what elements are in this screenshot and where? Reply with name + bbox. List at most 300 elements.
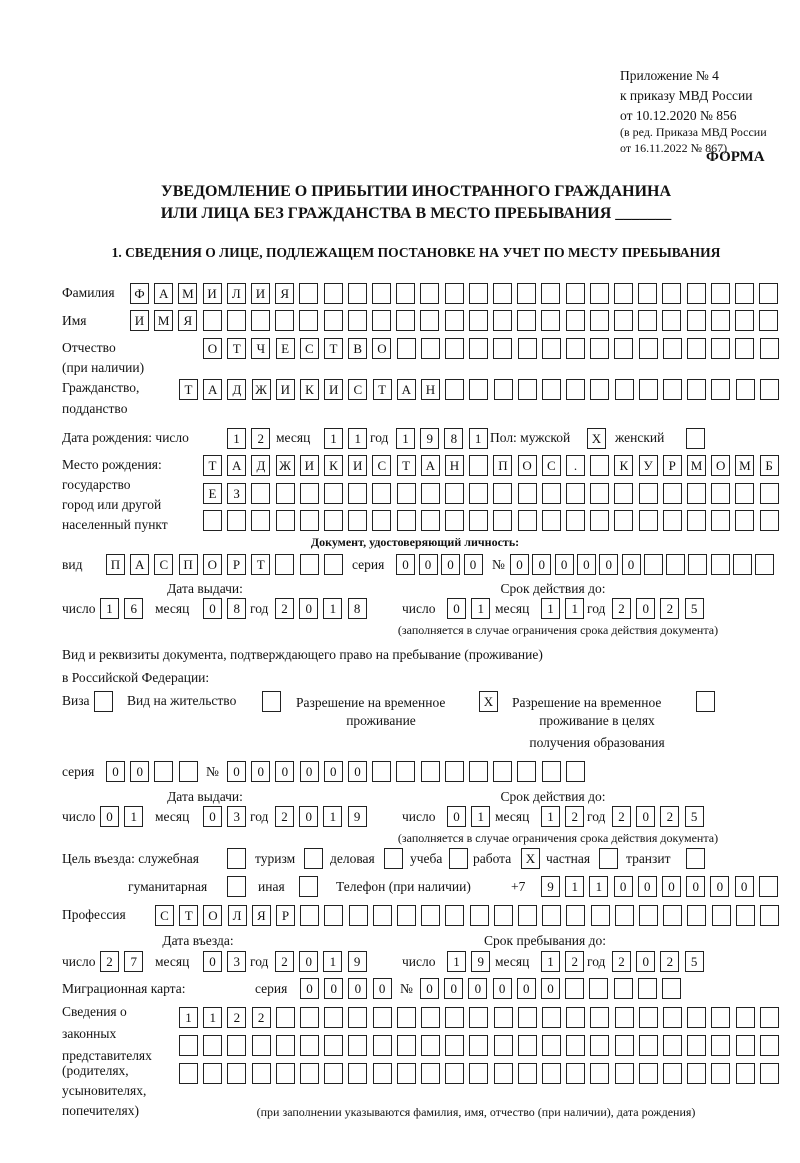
citizenship-cell[interactable]: Д bbox=[227, 379, 246, 400]
birth-place-3-cell[interactable] bbox=[663, 510, 682, 531]
birth-place-2-cell[interactable] bbox=[397, 483, 416, 504]
doc-issue-day-cell[interactable]: 6 bbox=[124, 598, 143, 619]
birth-place-1-cell[interactable]: К bbox=[324, 455, 343, 476]
doc-kind-cell[interactable]: П bbox=[179, 554, 198, 575]
birth-place-3-cell[interactable] bbox=[518, 510, 537, 531]
doc-kind-cell[interactable]: Т bbox=[251, 554, 270, 575]
surname-cell[interactable] bbox=[348, 283, 367, 304]
rep-3-cell[interactable] bbox=[276, 1063, 295, 1084]
birth-place-3-cell[interactable] bbox=[493, 510, 512, 531]
right-valid-year-cell[interactable]: 5 bbox=[685, 806, 704, 827]
name-cell[interactable] bbox=[566, 310, 585, 331]
right-number-cell[interactable] bbox=[445, 761, 464, 782]
surname-cell[interactable] bbox=[711, 283, 730, 304]
citizenship-cell[interactable] bbox=[542, 379, 561, 400]
rep-1-cell[interactable] bbox=[445, 1007, 464, 1028]
rep-3-cell[interactable] bbox=[639, 1063, 658, 1084]
profession-cell[interactable]: Л bbox=[228, 905, 247, 926]
right-issue-year-cell[interactable]: 1 bbox=[323, 806, 342, 827]
doc-number-cell[interactable]: 0 bbox=[510, 554, 529, 575]
patronymic-cell[interactable] bbox=[760, 338, 779, 359]
rep-1-cell[interactable] bbox=[518, 1007, 537, 1028]
mig-number-cell[interactable] bbox=[614, 978, 633, 999]
citizenship-cell[interactable]: С bbox=[348, 379, 367, 400]
birth-place-1-cell[interactable]: А bbox=[421, 455, 440, 476]
phone-cell[interactable]: 0 bbox=[710, 876, 729, 897]
name-cell[interactable] bbox=[445, 310, 464, 331]
rep-2-cell[interactable] bbox=[542, 1035, 561, 1056]
birth-place-1-cell[interactable]: . bbox=[566, 455, 585, 476]
doc-kind-cell[interactable]: С bbox=[154, 554, 173, 575]
doc-kind-cell[interactable]: П bbox=[106, 554, 125, 575]
birth-place-1-cell[interactable]: М bbox=[687, 455, 706, 476]
doc-valid-year-cell[interactable]: 5 bbox=[685, 598, 704, 619]
birth-place-1-cell[interactable] bbox=[469, 455, 488, 476]
citizenship-cell[interactable] bbox=[760, 379, 779, 400]
surname-cell[interactable] bbox=[541, 283, 560, 304]
name-cell[interactable] bbox=[275, 310, 294, 331]
rep-2-cell[interactable] bbox=[252, 1035, 271, 1056]
patronymic-cell[interactable]: О bbox=[372, 338, 391, 359]
birth-place-1-cell[interactable]: Р bbox=[663, 455, 682, 476]
stay-year-cell[interactable]: 2 bbox=[660, 951, 679, 972]
p-transit-cell[interactable] bbox=[686, 848, 705, 869]
name-cell[interactable]: М bbox=[154, 310, 173, 331]
citizenship-cell[interactable]: Т bbox=[373, 379, 392, 400]
doc-kind-cell[interactable] bbox=[324, 554, 343, 575]
right-series-cell[interactable]: 0 bbox=[106, 761, 125, 782]
doc-valid-year-cell[interactable]: 2 bbox=[660, 598, 679, 619]
birth-place-2-cell[interactable]: Е bbox=[203, 483, 222, 504]
right-number-cell[interactable]: 0 bbox=[227, 761, 246, 782]
name-cell[interactable] bbox=[759, 310, 778, 331]
birth-place-3-cell[interactable] bbox=[735, 510, 754, 531]
rep-2-cell[interactable] bbox=[227, 1035, 246, 1056]
citizenship-cell[interactable] bbox=[494, 379, 513, 400]
name-cell[interactable] bbox=[299, 310, 318, 331]
p-business-cell[interactable] bbox=[384, 848, 403, 869]
mig-number-cell[interactable]: 0 bbox=[468, 978, 487, 999]
name-cell[interactable]: Я bbox=[178, 310, 197, 331]
mig-number-cell[interactable]: 0 bbox=[541, 978, 560, 999]
right-issue-month-cell[interactable]: 0 bbox=[203, 806, 222, 827]
mig-number-cell[interactable]: 0 bbox=[493, 978, 512, 999]
rep-1-cell[interactable] bbox=[566, 1007, 585, 1028]
sex-female-cell[interactable] bbox=[686, 428, 705, 449]
rep-2-cell[interactable] bbox=[397, 1035, 416, 1056]
rep-3-cell[interactable] bbox=[348, 1063, 367, 1084]
residence-cell[interactable] bbox=[262, 691, 281, 712]
birth-place-3-cell[interactable] bbox=[300, 510, 319, 531]
right-valid-day-cell[interactable]: 0 bbox=[447, 806, 466, 827]
birth-place-3-cell[interactable] bbox=[421, 510, 440, 531]
patronymic-cell[interactable]: Е bbox=[276, 338, 295, 359]
stay-month-cell[interactable]: 2 bbox=[565, 951, 584, 972]
p-private-cell[interactable] bbox=[599, 848, 618, 869]
birth-place-3-cell[interactable] bbox=[251, 510, 270, 531]
rep-1-cell[interactable] bbox=[663, 1007, 682, 1028]
name-cell[interactable] bbox=[203, 310, 222, 331]
patronymic-cell[interactable] bbox=[687, 338, 706, 359]
rep-3-cell[interactable] bbox=[687, 1063, 706, 1084]
rep-2-cell[interactable] bbox=[276, 1035, 295, 1056]
name-cell[interactable] bbox=[662, 310, 681, 331]
mig-series-cell[interactable]: 0 bbox=[324, 978, 343, 999]
name-cell[interactable] bbox=[590, 310, 609, 331]
surname-cell[interactable] bbox=[396, 283, 415, 304]
rep-1-cell[interactable] bbox=[590, 1007, 609, 1028]
birth-place-2-cell[interactable] bbox=[276, 483, 295, 504]
profession-cell[interactable] bbox=[591, 905, 610, 926]
birth-place-1-cell[interactable]: Н bbox=[445, 455, 464, 476]
birth-place-3-cell[interactable] bbox=[687, 510, 706, 531]
phone-cell[interactable] bbox=[759, 876, 778, 897]
mig-number-cell[interactable] bbox=[662, 978, 681, 999]
right-valid-month-cell[interactable]: 1 bbox=[541, 806, 560, 827]
profession-cell[interactable] bbox=[663, 905, 682, 926]
rep-3-cell[interactable] bbox=[252, 1063, 271, 1084]
doc-number-cell[interactable]: 0 bbox=[599, 554, 618, 575]
patronymic-cell[interactable] bbox=[614, 338, 633, 359]
name-cell[interactable] bbox=[251, 310, 270, 331]
birth-place-3-cell[interactable] bbox=[397, 510, 416, 531]
right-valid-year-cell[interactable]: 0 bbox=[636, 806, 655, 827]
birth-place-2-cell[interactable] bbox=[372, 483, 391, 504]
surname-cell[interactable] bbox=[687, 283, 706, 304]
citizenship-cell[interactable] bbox=[687, 379, 706, 400]
surname-cell[interactable]: И bbox=[251, 283, 270, 304]
citizenship-cell[interactable] bbox=[663, 379, 682, 400]
birth-place-2-cell[interactable] bbox=[445, 483, 464, 504]
patronymic-cell[interactable] bbox=[639, 338, 658, 359]
entry-year-cell[interactable]: 2 bbox=[275, 951, 294, 972]
birth-place-2-cell[interactable] bbox=[493, 483, 512, 504]
patronymic-cell[interactable]: Ч bbox=[251, 338, 270, 359]
citizenship-cell[interactable] bbox=[469, 379, 488, 400]
rep-1-cell[interactable] bbox=[469, 1007, 488, 1028]
rep-2-cell[interactable] bbox=[736, 1035, 755, 1056]
birth-place-1-cell[interactable]: И bbox=[348, 455, 367, 476]
rep-1-cell[interactable] bbox=[421, 1007, 440, 1028]
rep-3-cell[interactable] bbox=[445, 1063, 464, 1084]
birth-place-3-cell[interactable] bbox=[227, 510, 246, 531]
rep-2-cell[interactable] bbox=[300, 1035, 319, 1056]
patronymic-cell[interactable] bbox=[518, 338, 537, 359]
birth-place-2-cell[interactable] bbox=[663, 483, 682, 504]
citizenship-cell[interactable]: Н bbox=[421, 379, 440, 400]
stay-day-cell[interactable]: 1 bbox=[447, 951, 466, 972]
profession-cell[interactable] bbox=[736, 905, 755, 926]
entry-month-cell[interactable]: 3 bbox=[227, 951, 246, 972]
right-valid-year-cell[interactable]: 2 bbox=[660, 806, 679, 827]
patronymic-cell[interactable]: Т bbox=[227, 338, 246, 359]
right-number-cell[interactable] bbox=[566, 761, 585, 782]
mig-number-cell[interactable] bbox=[589, 978, 608, 999]
mig-series-cell[interactable]: 0 bbox=[348, 978, 367, 999]
patronymic-cell[interactable] bbox=[421, 338, 440, 359]
temp-cell[interactable]: X bbox=[479, 691, 498, 712]
patronymic-cell[interactable] bbox=[663, 338, 682, 359]
birth-place-1-cell[interactable]: У bbox=[639, 455, 658, 476]
surname-cell[interactable] bbox=[662, 283, 681, 304]
birth-place-2-cell[interactable] bbox=[421, 483, 440, 504]
doc-series-cell[interactable]: 0 bbox=[396, 554, 415, 575]
profession-cell[interactable]: Я bbox=[252, 905, 271, 926]
birth-place-2-cell[interactable] bbox=[711, 483, 730, 504]
surname-cell[interactable] bbox=[759, 283, 778, 304]
rep-3-cell[interactable] bbox=[494, 1063, 513, 1084]
right-issue-month-cell[interactable]: 3 bbox=[227, 806, 246, 827]
rep-1-cell[interactable]: 1 bbox=[203, 1007, 222, 1028]
citizenship-cell[interactable] bbox=[615, 379, 634, 400]
doc-valid-day-cell[interactable]: 1 bbox=[471, 598, 490, 619]
stay-year-cell[interactable]: 5 bbox=[685, 951, 704, 972]
stay-month-cell[interactable]: 1 bbox=[541, 951, 560, 972]
rep-3-cell[interactable] bbox=[518, 1063, 537, 1084]
birth-place-3-cell[interactable] bbox=[542, 510, 561, 531]
doc-kind-cell[interactable] bbox=[300, 554, 319, 575]
birth-place-1-cell[interactable]: И bbox=[300, 455, 319, 476]
birth-place-2-cell[interactable] bbox=[590, 483, 609, 504]
profession-cell[interactable]: Р bbox=[276, 905, 295, 926]
surname-cell[interactable]: М bbox=[178, 283, 197, 304]
surname-cell[interactable] bbox=[517, 283, 536, 304]
right-number-cell[interactable] bbox=[372, 761, 391, 782]
birth-place-1-cell[interactable]: Ж bbox=[276, 455, 295, 476]
rep-2-cell[interactable] bbox=[590, 1035, 609, 1056]
name-cell[interactable] bbox=[711, 310, 730, 331]
rep-2-cell[interactable] bbox=[179, 1035, 198, 1056]
doc-kind-cell[interactable] bbox=[275, 554, 294, 575]
mig-series-cell[interactable]: 0 bbox=[373, 978, 392, 999]
birth-place-3-cell[interactable] bbox=[372, 510, 391, 531]
phone-cell[interactable]: 1 bbox=[589, 876, 608, 897]
entry-year-cell[interactable]: 0 bbox=[299, 951, 318, 972]
birth-place-2-cell[interactable] bbox=[542, 483, 561, 504]
citizenship-cell[interactable] bbox=[445, 379, 464, 400]
surname-cell[interactable] bbox=[324, 283, 343, 304]
birth-place-1-cell[interactable]: М bbox=[735, 455, 754, 476]
rep-3-cell[interactable] bbox=[421, 1063, 440, 1084]
right-issue-year-cell[interactable]: 0 bbox=[299, 806, 318, 827]
birth-place-3-cell[interactable] bbox=[348, 510, 367, 531]
doc-number-cell[interactable] bbox=[666, 554, 685, 575]
right-number-cell[interactable]: 0 bbox=[348, 761, 367, 782]
birth-place-2-cell[interactable] bbox=[348, 483, 367, 504]
phone-cell[interactable]: 0 bbox=[686, 876, 705, 897]
birth-place-2-cell[interactable] bbox=[566, 483, 585, 504]
rep-3-cell[interactable] bbox=[590, 1063, 609, 1084]
p-study-cell[interactable] bbox=[449, 848, 468, 869]
name-cell[interactable] bbox=[420, 310, 439, 331]
rep-2-cell[interactable] bbox=[494, 1035, 513, 1056]
surname-cell[interactable] bbox=[299, 283, 318, 304]
citizenship-cell[interactable]: А bbox=[397, 379, 416, 400]
citizenship-cell[interactable] bbox=[711, 379, 730, 400]
rep-1-cell[interactable] bbox=[494, 1007, 513, 1028]
profession-cell[interactable] bbox=[687, 905, 706, 926]
patronymic-cell[interactable] bbox=[566, 338, 585, 359]
citizenship-cell[interactable]: И bbox=[324, 379, 343, 400]
patronymic-cell[interactable] bbox=[469, 338, 488, 359]
birth-year-cell[interactable]: 9 bbox=[420, 428, 439, 449]
surname-cell[interactable] bbox=[566, 283, 585, 304]
doc-issue-year-cell[interactable]: 8 bbox=[348, 598, 367, 619]
doc-number-cell[interactable] bbox=[733, 554, 752, 575]
phone-cell[interactable]: 0 bbox=[638, 876, 657, 897]
rep-1-cell[interactable]: 2 bbox=[227, 1007, 246, 1028]
doc-kind-cell[interactable]: Р bbox=[227, 554, 246, 575]
right-number-cell[interactable]: 0 bbox=[324, 761, 343, 782]
birth-place-1-cell[interactable]: Т bbox=[203, 455, 222, 476]
name-cell[interactable] bbox=[517, 310, 536, 331]
rep-1-cell[interactable]: 2 bbox=[252, 1007, 271, 1028]
birth-place-2-cell[interactable] bbox=[687, 483, 706, 504]
doc-issue-day-cell[interactable]: 1 bbox=[100, 598, 119, 619]
temp-edu-cell[interactable] bbox=[696, 691, 715, 712]
patronymic-cell[interactable] bbox=[711, 338, 730, 359]
right-series-cell[interactable]: 0 bbox=[130, 761, 149, 782]
rep-2-cell[interactable] bbox=[421, 1035, 440, 1056]
right-issue-day-cell[interactable]: 1 bbox=[124, 806, 143, 827]
phone-cell[interactable]: 9 bbox=[541, 876, 560, 897]
mig-number-cell[interactable]: 0 bbox=[517, 978, 536, 999]
birth-place-3-cell[interactable] bbox=[445, 510, 464, 531]
birth-place-3-cell[interactable] bbox=[711, 510, 730, 531]
visa-cell[interactable] bbox=[94, 691, 113, 712]
name-cell[interactable] bbox=[614, 310, 633, 331]
rep-3-cell[interactable] bbox=[615, 1063, 634, 1084]
birth-place-1-cell[interactable]: О bbox=[518, 455, 537, 476]
patronymic-cell[interactable] bbox=[445, 338, 464, 359]
birth-place-1-cell[interactable]: П bbox=[493, 455, 512, 476]
doc-issue-year-cell[interactable]: 2 bbox=[275, 598, 294, 619]
profession-cell[interactable]: О bbox=[203, 905, 222, 926]
name-cell[interactable] bbox=[687, 310, 706, 331]
rep-2-cell[interactable] bbox=[711, 1035, 730, 1056]
entry-day-cell[interactable]: 2 bbox=[100, 951, 119, 972]
birth-month-cell[interactable]: 1 bbox=[348, 428, 367, 449]
doc-number-cell[interactable] bbox=[711, 554, 730, 575]
entry-year-cell[interactable]: 9 bbox=[348, 951, 367, 972]
patronymic-cell[interactable]: Т bbox=[324, 338, 343, 359]
profession-cell[interactable] bbox=[373, 905, 392, 926]
rep-2-cell[interactable] bbox=[348, 1035, 367, 1056]
citizenship-cell[interactable]: А bbox=[203, 379, 222, 400]
surname-cell[interactable]: Я bbox=[275, 283, 294, 304]
rep-1-cell[interactable] bbox=[373, 1007, 392, 1028]
birth-place-2-cell[interactable] bbox=[324, 483, 343, 504]
rep-3-cell[interactable] bbox=[663, 1063, 682, 1084]
rep-3-cell[interactable] bbox=[711, 1063, 730, 1084]
name-cell[interactable] bbox=[493, 310, 512, 331]
right-issue-year-cell[interactable]: 2 bbox=[275, 806, 294, 827]
right-number-cell[interactable] bbox=[542, 761, 561, 782]
rep-1-cell[interactable] bbox=[711, 1007, 730, 1028]
birth-place-3-cell[interactable] bbox=[590, 510, 609, 531]
birth-year-cell[interactable]: 8 bbox=[444, 428, 463, 449]
rep-3-cell[interactable] bbox=[542, 1063, 561, 1084]
profession-cell[interactable] bbox=[566, 905, 585, 926]
patronymic-cell[interactable]: О bbox=[203, 338, 222, 359]
surname-cell[interactable] bbox=[638, 283, 657, 304]
right-number-cell[interactable] bbox=[469, 761, 488, 782]
rep-3-cell[interactable] bbox=[324, 1063, 343, 1084]
right-issue-year-cell[interactable]: 9 bbox=[348, 806, 367, 827]
rep-3-cell[interactable] bbox=[179, 1063, 198, 1084]
birth-year-cell[interactable]: 1 bbox=[396, 428, 415, 449]
surname-cell[interactable] bbox=[735, 283, 754, 304]
birth-place-1-cell[interactable]: Т bbox=[397, 455, 416, 476]
birth-place-2-cell[interactable] bbox=[639, 483, 658, 504]
citizenship-cell[interactable]: Ж bbox=[252, 379, 271, 400]
doc-kind-cell[interactable]: А bbox=[130, 554, 149, 575]
surname-cell[interactable] bbox=[469, 283, 488, 304]
surname-cell[interactable]: Л bbox=[227, 283, 246, 304]
surname-cell[interactable] bbox=[493, 283, 512, 304]
name-cell[interactable] bbox=[324, 310, 343, 331]
rep-1-cell[interactable] bbox=[300, 1007, 319, 1028]
right-number-cell[interactable]: 0 bbox=[300, 761, 319, 782]
profession-cell[interactable] bbox=[712, 905, 731, 926]
doc-issue-month-cell[interactable]: 0 bbox=[203, 598, 222, 619]
p-other-cell[interactable] bbox=[299, 876, 318, 897]
mig-number-cell[interactable]: 0 bbox=[420, 978, 439, 999]
right-valid-year-cell[interactable]: 2 bbox=[612, 806, 631, 827]
right-series-cell[interactable] bbox=[154, 761, 173, 782]
rep-3-cell[interactable] bbox=[397, 1063, 416, 1084]
right-number-cell[interactable] bbox=[517, 761, 536, 782]
citizenship-cell[interactable] bbox=[736, 379, 755, 400]
birth-place-2-cell[interactable] bbox=[614, 483, 633, 504]
doc-number-cell[interactable] bbox=[688, 554, 707, 575]
birth-place-3-cell[interactable] bbox=[324, 510, 343, 531]
right-series-cell[interactable] bbox=[179, 761, 198, 782]
profession-cell[interactable] bbox=[470, 905, 489, 926]
phone-cell[interactable]: 0 bbox=[614, 876, 633, 897]
birth-day-cell[interactable]: 1 bbox=[227, 428, 246, 449]
birth-place-3-cell[interactable] bbox=[203, 510, 222, 531]
rep-2-cell[interactable] bbox=[203, 1035, 222, 1056]
entry-month-cell[interactable]: 0 bbox=[203, 951, 222, 972]
birth-month-cell[interactable]: 1 bbox=[324, 428, 343, 449]
citizenship-cell[interactable]: К bbox=[300, 379, 319, 400]
name-cell[interactable] bbox=[469, 310, 488, 331]
birth-place-1-cell[interactable]: Б bbox=[760, 455, 779, 476]
rep-2-cell[interactable] bbox=[566, 1035, 585, 1056]
birth-place-3-cell[interactable] bbox=[760, 510, 779, 531]
birth-place-1-cell[interactable] bbox=[590, 455, 609, 476]
rep-3-cell[interactable] bbox=[566, 1063, 585, 1084]
doc-issue-month-cell[interactable]: 8 bbox=[227, 598, 246, 619]
phone-cell[interactable]: 0 bbox=[662, 876, 681, 897]
birth-place-3-cell[interactable] bbox=[614, 510, 633, 531]
citizenship-cell[interactable] bbox=[590, 379, 609, 400]
doc-valid-year-cell[interactable]: 0 bbox=[636, 598, 655, 619]
doc-number-cell[interactable]: 0 bbox=[622, 554, 641, 575]
rep-2-cell[interactable] bbox=[445, 1035, 464, 1056]
birth-place-2-cell[interactable]: З bbox=[227, 483, 246, 504]
profession-cell[interactable] bbox=[445, 905, 464, 926]
patronymic-cell[interactable] bbox=[542, 338, 561, 359]
patronymic-cell[interactable] bbox=[735, 338, 754, 359]
name-cell[interactable] bbox=[541, 310, 560, 331]
doc-issue-year-cell[interactable]: 1 bbox=[323, 598, 342, 619]
doc-series-cell[interactable]: 0 bbox=[441, 554, 460, 575]
right-valid-month-cell[interactable]: 2 bbox=[565, 806, 584, 827]
rep-3-cell[interactable] bbox=[203, 1063, 222, 1084]
rep-3-cell[interactable] bbox=[300, 1063, 319, 1084]
